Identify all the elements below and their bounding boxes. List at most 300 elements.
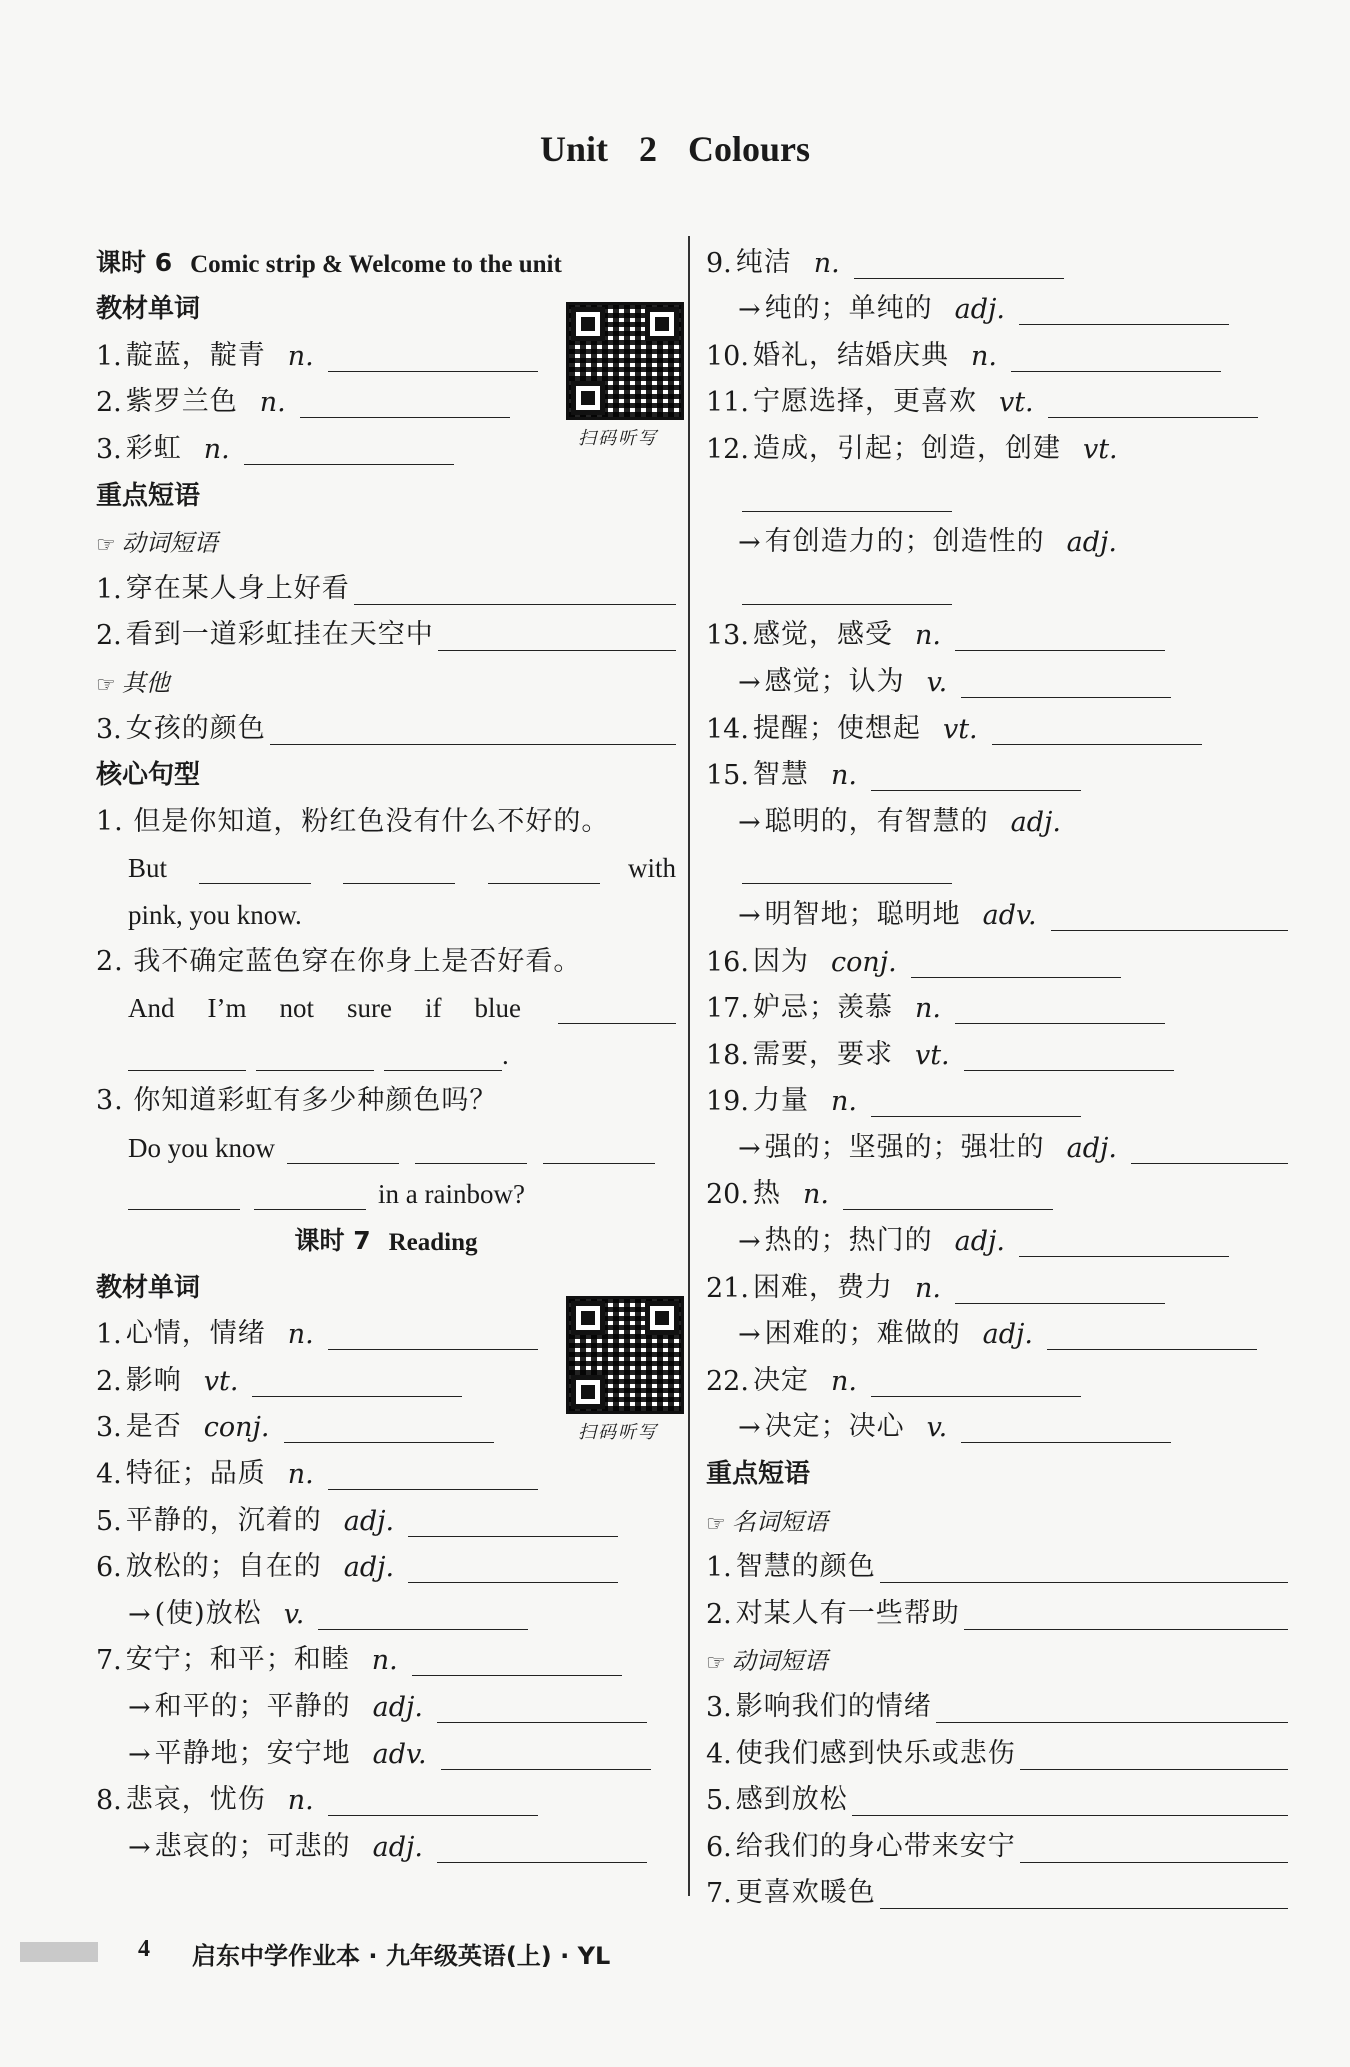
word-list-1	[96, 329, 676, 469]
word-item	[706, 935, 1288, 982]
phrase-list-1	[96, 562, 676, 655]
item-number: 10.	[706, 340, 749, 372]
part-of-speech: adj.	[1010, 806, 1061, 838]
lesson-title: Comic strip & Welcome to the unit	[190, 250, 562, 278]
answer-blank[interactable]	[961, 673, 1171, 698]
part-of-speech: n.	[287, 1319, 314, 1351]
lesson-title: Reading	[388, 1229, 478, 1257]
item-number: 7.	[706, 1878, 732, 1910]
item-chinese: 使我们感到快乐或悲伤	[735, 1737, 1016, 1769]
word-item	[706, 888, 1288, 935]
item-number: 8.	[96, 1785, 122, 1817]
section-heading: 核心句型	[96, 760, 201, 791]
answer-blank[interactable]	[287, 1139, 399, 1164]
phrase-item	[96, 562, 676, 609]
item-number: 21.	[706, 1272, 749, 1304]
part-of-speech: vt.	[942, 713, 978, 745]
answer-blank[interactable]	[441, 1745, 651, 1770]
word-item-answer-line	[706, 469, 1288, 516]
part-of-speech: n.	[914, 993, 941, 1025]
phrase-item	[706, 1774, 1288, 1821]
item-chinese: 智慧的颜色	[735, 1551, 876, 1583]
item-number: →	[738, 527, 761, 559]
right-column	[706, 236, 1288, 1913]
item-number: →	[738, 1319, 761, 1351]
word-item	[96, 1494, 676, 1541]
word-item	[96, 1308, 676, 1355]
answer-blank[interactable]	[438, 626, 676, 651]
answer-blank[interactable]	[328, 1791, 538, 1816]
item-number: 2.	[96, 1365, 122, 1397]
answer-blank[interactable]	[328, 347, 538, 372]
part-of-speech: adj.	[954, 1226, 1005, 1258]
part-of-speech: n.	[259, 387, 286, 419]
sentence-1-en-cont: pink, you know.	[128, 899, 302, 930]
part-of-speech: n.	[970, 340, 997, 372]
word-item	[706, 795, 1288, 842]
item-number: 5.	[96, 1505, 122, 1537]
pointing-hand-icon: ☞	[706, 1511, 726, 1537]
item-number: 5.	[706, 1785, 732, 1817]
part-of-speech: v.	[926, 1412, 948, 1444]
column-divider	[688, 236, 690, 1896]
item-number: 16.	[706, 946, 749, 978]
answer-blank[interactable]	[415, 1139, 527, 1164]
part-of-speech: vt.	[1082, 433, 1118, 465]
item-number: 1.	[706, 1552, 732, 1584]
part-of-speech: adj.	[372, 1692, 423, 1723]
item-chinese: 妒忌；羡慕	[752, 992, 893, 1024]
item-number: 1.	[96, 573, 122, 605]
word-item	[96, 1774, 676, 1821]
word-item	[706, 1028, 1288, 1075]
answer-blank[interactable]	[354, 580, 676, 605]
item-chinese: 明智地；聪明地	[764, 898, 961, 930]
subsection-label: 动词短语	[121, 529, 218, 558]
item-chinese: 影响	[125, 1364, 182, 1396]
word-item	[96, 1587, 676, 1634]
part-of-speech: n.	[287, 1785, 314, 1817]
part-of-speech: vt.	[203, 1365, 239, 1397]
item-chinese: 平静地；安宁地	[154, 1737, 351, 1769]
phrase-list-3	[706, 1541, 1288, 1634]
answer-blank[interactable]	[318, 1605, 528, 1630]
lesson-number: 课时 7	[294, 1226, 371, 1256]
word-item	[706, 1121, 1288, 1168]
item-number: 9.	[706, 247, 732, 279]
answer-blank[interactable]	[128, 1046, 246, 1071]
item-chinese: 因为	[752, 945, 809, 977]
item-chinese: 靛蓝，靛青	[125, 339, 266, 371]
item-number: 3.	[96, 433, 122, 465]
sentence-1-en	[96, 842, 676, 889]
section-heading: 教材单词	[96, 294, 201, 325]
word-item	[96, 422, 676, 469]
item-chinese: 力量	[752, 1085, 809, 1117]
word-item	[706, 1261, 1288, 1308]
item-chinese: 彩虹	[125, 432, 182, 464]
item-chinese: 安宁；和平；和睦	[125, 1644, 350, 1676]
answer-blank[interactable]	[343, 859, 455, 884]
answer-blank[interactable]	[854, 254, 1064, 279]
pointing-hand-icon: ☞	[96, 672, 116, 698]
item-chinese: 困难，费力	[752, 1271, 893, 1303]
item-chinese: 感觉；认为	[764, 665, 905, 697]
phrase-item	[706, 1867, 1288, 1914]
item-number: →	[738, 294, 761, 326]
section-heading: 教材单词	[96, 1272, 201, 1303]
item-chinese: 需要，要求	[752, 1038, 893, 1070]
item-number: 7.	[96, 1645, 122, 1677]
part-of-speech: n.	[830, 760, 857, 792]
item-chinese: 给我们的身心带来安宁	[735, 1830, 1016, 1862]
part-of-speech: adj.	[1066, 527, 1117, 559]
item-chinese: 有创造力的；创造性的	[764, 526, 1045, 558]
item-chinese: 热的；热门的	[764, 1225, 933, 1257]
page-footer	[0, 1932, 1350, 1972]
word-item	[706, 1354, 1288, 1401]
item-chinese: 决定	[752, 1364, 809, 1396]
item-chinese: 纯洁	[735, 246, 792, 278]
sentence-word: blue	[474, 993, 521, 1024]
item-chinese: 聪明的，有智慧的	[764, 805, 989, 837]
part-of-speech: n.	[830, 1365, 857, 1397]
item-number: 17.	[706, 993, 749, 1025]
answer-blank[interactable]	[911, 953, 1121, 978]
sentence-2-en	[96, 982, 676, 1029]
item-chinese: 更喜欢暖色	[735, 1877, 876, 1909]
answer-blank[interactable]	[742, 859, 952, 884]
word-item	[96, 1680, 676, 1727]
item-chinese: 决定；决心	[764, 1411, 905, 1443]
item-chinese: 平静的，沉着的	[125, 1504, 322, 1536]
item-chinese: 智慧	[752, 759, 809, 791]
item-chinese: 感到放松	[735, 1784, 848, 1816]
item-number: 19.	[706, 1086, 749, 1118]
part-of-speech: n.	[371, 1645, 398, 1677]
page-number: 4	[138, 1936, 150, 1962]
part-of-speech: n.	[830, 1086, 857, 1118]
part-of-speech: vt.	[914, 1039, 950, 1071]
item-chinese: 感觉，感受	[752, 619, 893, 651]
part-of-speech: conj.	[203, 1412, 270, 1444]
item-number: →	[738, 1132, 761, 1164]
item-number: →	[128, 1692, 151, 1723]
part-of-speech: vt.	[998, 387, 1034, 419]
part-of-speech: n.	[914, 1272, 941, 1304]
word-item	[96, 1820, 676, 1867]
item-number: →	[128, 1598, 151, 1630]
answer-blank[interactable]	[252, 1372, 462, 1397]
sentence-2-cn: 2. 我不确定蓝色穿在你身上是否好看。	[96, 945, 582, 977]
part-of-speech: conj.	[830, 946, 897, 978]
word-item	[706, 422, 1288, 469]
word-item	[706, 516, 1288, 563]
left-column	[96, 236, 676, 1867]
item-number: 13.	[706, 620, 749, 652]
answer-blank[interactable]	[1011, 347, 1221, 372]
item-chinese: 影响我们的情绪	[735, 1691, 932, 1722]
part-of-speech: adj.	[954, 294, 1005, 326]
part-of-speech: n.	[287, 340, 314, 372]
answer-blank[interactable]	[955, 1279, 1165, 1304]
word-item	[706, 236, 1288, 283]
sentence-text: in a rainbow?	[378, 1179, 525, 1210]
answer-blank[interactable]	[843, 1185, 1053, 1210]
item-chinese: 婚礼，结婚庆典	[752, 339, 949, 371]
item-number: →	[738, 1412, 761, 1444]
item-chinese: 悲哀的；可悲的	[154, 1830, 351, 1862]
item-number: 14.	[706, 713, 749, 745]
answer-blank[interactable]	[961, 1418, 1171, 1443]
sentence-word: And	[128, 993, 175, 1024]
answer-blank[interactable]	[964, 1046, 1174, 1071]
word-item	[96, 1727, 676, 1774]
section-heading: 重点短语	[96, 480, 201, 511]
phrase-item	[706, 1680, 1288, 1727]
answer-blank[interactable]	[244, 440, 454, 465]
part-of-speech: v.	[926, 666, 948, 698]
answer-blank[interactable]	[1019, 300, 1229, 325]
sentence-text: Do you know	[128, 1132, 275, 1163]
word-item	[706, 1308, 1288, 1355]
answer-blank[interactable]	[1020, 1838, 1288, 1863]
item-number: →	[738, 806, 761, 838]
answer-blank[interactable]	[254, 1185, 366, 1210]
sentence-2-en-cont	[96, 1028, 676, 1075]
answer-blank[interactable]	[412, 1651, 622, 1676]
lesson-7-header	[96, 1214, 676, 1261]
word-item	[706, 655, 1288, 702]
item-number: 12.	[706, 433, 749, 465]
answer-blank[interactable]	[300, 393, 510, 418]
part-of-speech: adj.	[982, 1319, 1033, 1351]
answer-blank[interactable]	[992, 720, 1202, 745]
answer-blank[interactable]	[1051, 906, 1288, 931]
part-of-speech: n.	[203, 433, 230, 465]
word-item	[706, 329, 1288, 376]
sentence-1-cn: 1. 但是你知道，粉红色没有什么不好的。	[96, 805, 610, 837]
answer-blank[interactable]	[742, 487, 952, 512]
answer-blank[interactable]	[1020, 1745, 1288, 1770]
qr-label: 扫码听写	[578, 1422, 658, 1443]
sentence-word: not	[279, 993, 314, 1024]
book-title: 启东中学作业本 · 九年级英语(上) · YL	[192, 1942, 611, 1970]
item-number: 2.	[706, 1598, 732, 1630]
phrase-item	[706, 1820, 1288, 1867]
part-of-speech: adj.	[343, 1552, 395, 1584]
page-title: Unit 2 Colours	[539, 129, 811, 169]
answer-blank[interactable]	[871, 1092, 1081, 1117]
answer-blank[interactable]	[408, 1558, 618, 1583]
part-of-speech: adv.	[372, 1738, 427, 1770]
phrase-item	[706, 1541, 1288, 1588]
word-item	[96, 1354, 676, 1401]
answer-blank[interactable]	[871, 1372, 1081, 1397]
item-number: →	[738, 666, 761, 698]
qr-label: 扫码听写	[578, 428, 658, 449]
phrase-item	[706, 1727, 1288, 1774]
answer-blank[interactable]	[284, 1418, 494, 1443]
item-number: 1.	[96, 1319, 122, 1351]
sentence-word: sure	[347, 993, 392, 1024]
answer-blank[interactable]	[936, 1698, 1288, 1723]
item-number: →	[738, 1226, 761, 1258]
phrase-list-2	[96, 702, 676, 749]
item-number: 15.	[706, 760, 749, 792]
item-chinese: 穿在某人身上好看	[125, 572, 350, 604]
word-item	[706, 609, 1288, 656]
answer-blank[interactable]	[128, 1185, 240, 1210]
item-chinese: 宁愿选择，更喜欢	[752, 386, 977, 418]
item-chinese: 纯的；单纯的	[764, 293, 933, 325]
part-of-speech: n.	[287, 1459, 314, 1491]
item-number: 22.	[706, 1365, 749, 1397]
subsection-heading	[706, 1494, 1288, 1541]
answer-blank[interactable]	[880, 1558, 1288, 1583]
word-item	[96, 1634, 676, 1681]
answer-blank[interactable]	[328, 1325, 538, 1350]
word-item	[706, 283, 1288, 330]
phrase-item	[96, 702, 676, 749]
part-of-speech: n.	[813, 247, 840, 279]
item-number: →	[128, 1831, 151, 1863]
item-number: 3.	[706, 1692, 732, 1723]
item-chinese: (使)放松	[154, 1597, 262, 1629]
item-chinese: 看到一道彩虹挂在天空中	[125, 619, 434, 651]
answer-blank[interactable]	[1019, 1232, 1229, 1257]
item-chinese: 对某人有一些帮助	[735, 1597, 960, 1629]
word-item	[706, 376, 1288, 423]
answer-blank[interactable]	[955, 626, 1165, 651]
sentence-word: I’m	[207, 993, 247, 1024]
part-of-speech: n.	[802, 1179, 829, 1211]
phrase-item	[96, 609, 676, 656]
subsection-heading	[706, 1634, 1288, 1681]
part-of-speech: n.	[914, 620, 941, 652]
answer-blank[interactable]	[408, 1512, 618, 1537]
answer-blank[interactable]	[871, 766, 1081, 791]
sentence-3-en-cont	[96, 1168, 676, 1215]
part-of-speech: v.	[283, 1598, 305, 1630]
item-number: 6.	[96, 1552, 122, 1584]
sentence-word: if	[424, 993, 442, 1024]
word-item	[706, 1168, 1288, 1215]
answer-blank[interactable]	[256, 1046, 374, 1071]
item-chinese: 造成，引起；创造，创建	[752, 432, 1061, 464]
item-number: →	[738, 899, 761, 931]
subsection-heading	[96, 516, 676, 563]
answer-blank[interactable]	[852, 1791, 1288, 1816]
part-of-speech: adj.	[343, 1505, 395, 1537]
answer-blank[interactable]	[964, 1605, 1288, 1630]
word-item	[96, 1447, 676, 1494]
item-number: 4.	[96, 1459, 122, 1491]
subsection-label: 其他	[121, 668, 170, 697]
sentence-3-en	[96, 1121, 676, 1168]
word-item-answer-line	[706, 842, 1288, 889]
answer-blank[interactable]	[880, 1884, 1288, 1909]
item-chinese: 女孩的颜色	[125, 712, 266, 744]
answer-blank[interactable]	[270, 720, 676, 745]
item-chinese: 是否	[125, 1411, 182, 1443]
subsection-heading	[96, 655, 676, 702]
subsection-label: 动词短语	[731, 1647, 828, 1676]
item-chinese: 和平的；平静的	[154, 1691, 351, 1722]
item-chinese: 紫罗兰色	[125, 386, 238, 418]
item-number: 6.	[706, 1831, 732, 1863]
item-number: 3.	[96, 1412, 122, 1444]
word-list-3	[706, 236, 1288, 1447]
word-item	[706, 1401, 1288, 1448]
item-number: 4.	[706, 1738, 732, 1770]
answer-blank[interactable]	[437, 1838, 647, 1863]
item-number: 3.	[96, 713, 122, 745]
word-item	[706, 749, 1288, 796]
part-of-speech: adj.	[1066, 1132, 1117, 1164]
answer-blank[interactable]	[199, 859, 311, 884]
answer-blank[interactable]	[1131, 1139, 1288, 1164]
item-chinese: 特征；品质	[125, 1458, 266, 1490]
word-item	[706, 1214, 1288, 1261]
pointing-hand-icon: ☞	[706, 1651, 726, 1677]
part-of-speech: adv.	[982, 899, 1037, 931]
answer-blank[interactable]	[543, 1139, 655, 1164]
subsection-label: 名词短语	[731, 1507, 828, 1536]
phrase-list-4	[706, 1680, 1288, 1913]
lesson-6-header	[96, 236, 676, 283]
answer-blank[interactable]	[384, 1046, 502, 1071]
answer-blank[interactable]	[558, 999, 676, 1024]
item-number: 1.	[96, 340, 122, 372]
sentence-3-cn: 3. 你知道彩虹有多少种颜色吗？	[96, 1085, 498, 1117]
word-item	[706, 1075, 1288, 1122]
item-number: 11.	[706, 387, 749, 419]
word-item-answer-line	[706, 562, 1288, 609]
sentence-text: But	[128, 853, 168, 884]
pointing-hand-icon: ☞	[96, 533, 116, 559]
answer-blank[interactable]	[328, 1465, 538, 1490]
item-chinese: 心情，情绪	[125, 1318, 266, 1350]
word-item	[706, 982, 1288, 1029]
answer-blank[interactable]	[488, 859, 600, 884]
sentence-text: .	[502, 1039, 509, 1070]
answer-blank[interactable]	[742, 580, 952, 605]
word-item	[96, 1401, 676, 1448]
item-chinese: 悲哀，忧伤	[125, 1784, 266, 1816]
answer-blank[interactable]	[437, 1698, 647, 1723]
footer-bar	[20, 1942, 98, 1962]
item-number: 18.	[706, 1039, 749, 1071]
phrase-item	[706, 1587, 1288, 1634]
item-number: 20.	[706, 1179, 749, 1211]
word-item	[706, 702, 1288, 749]
item-number: →	[128, 1738, 151, 1770]
section-heading: 重点短语	[706, 1459, 811, 1490]
answer-blank[interactable]	[1048, 393, 1258, 418]
sentence-text: with	[627, 853, 676, 884]
answer-blank[interactable]	[1047, 1325, 1257, 1350]
part-of-speech: adj.	[372, 1831, 423, 1863]
word-item	[96, 329, 676, 376]
item-chinese: 困难的；难做的	[764, 1318, 961, 1350]
word-item	[96, 1541, 676, 1588]
answer-blank[interactable]	[955, 999, 1165, 1024]
word-item	[96, 376, 676, 423]
item-chinese: 强的；坚强的；强壮的	[764, 1131, 1045, 1163]
item-number: 2.	[96, 387, 122, 419]
lesson-number: 课时 6	[96, 247, 173, 277]
